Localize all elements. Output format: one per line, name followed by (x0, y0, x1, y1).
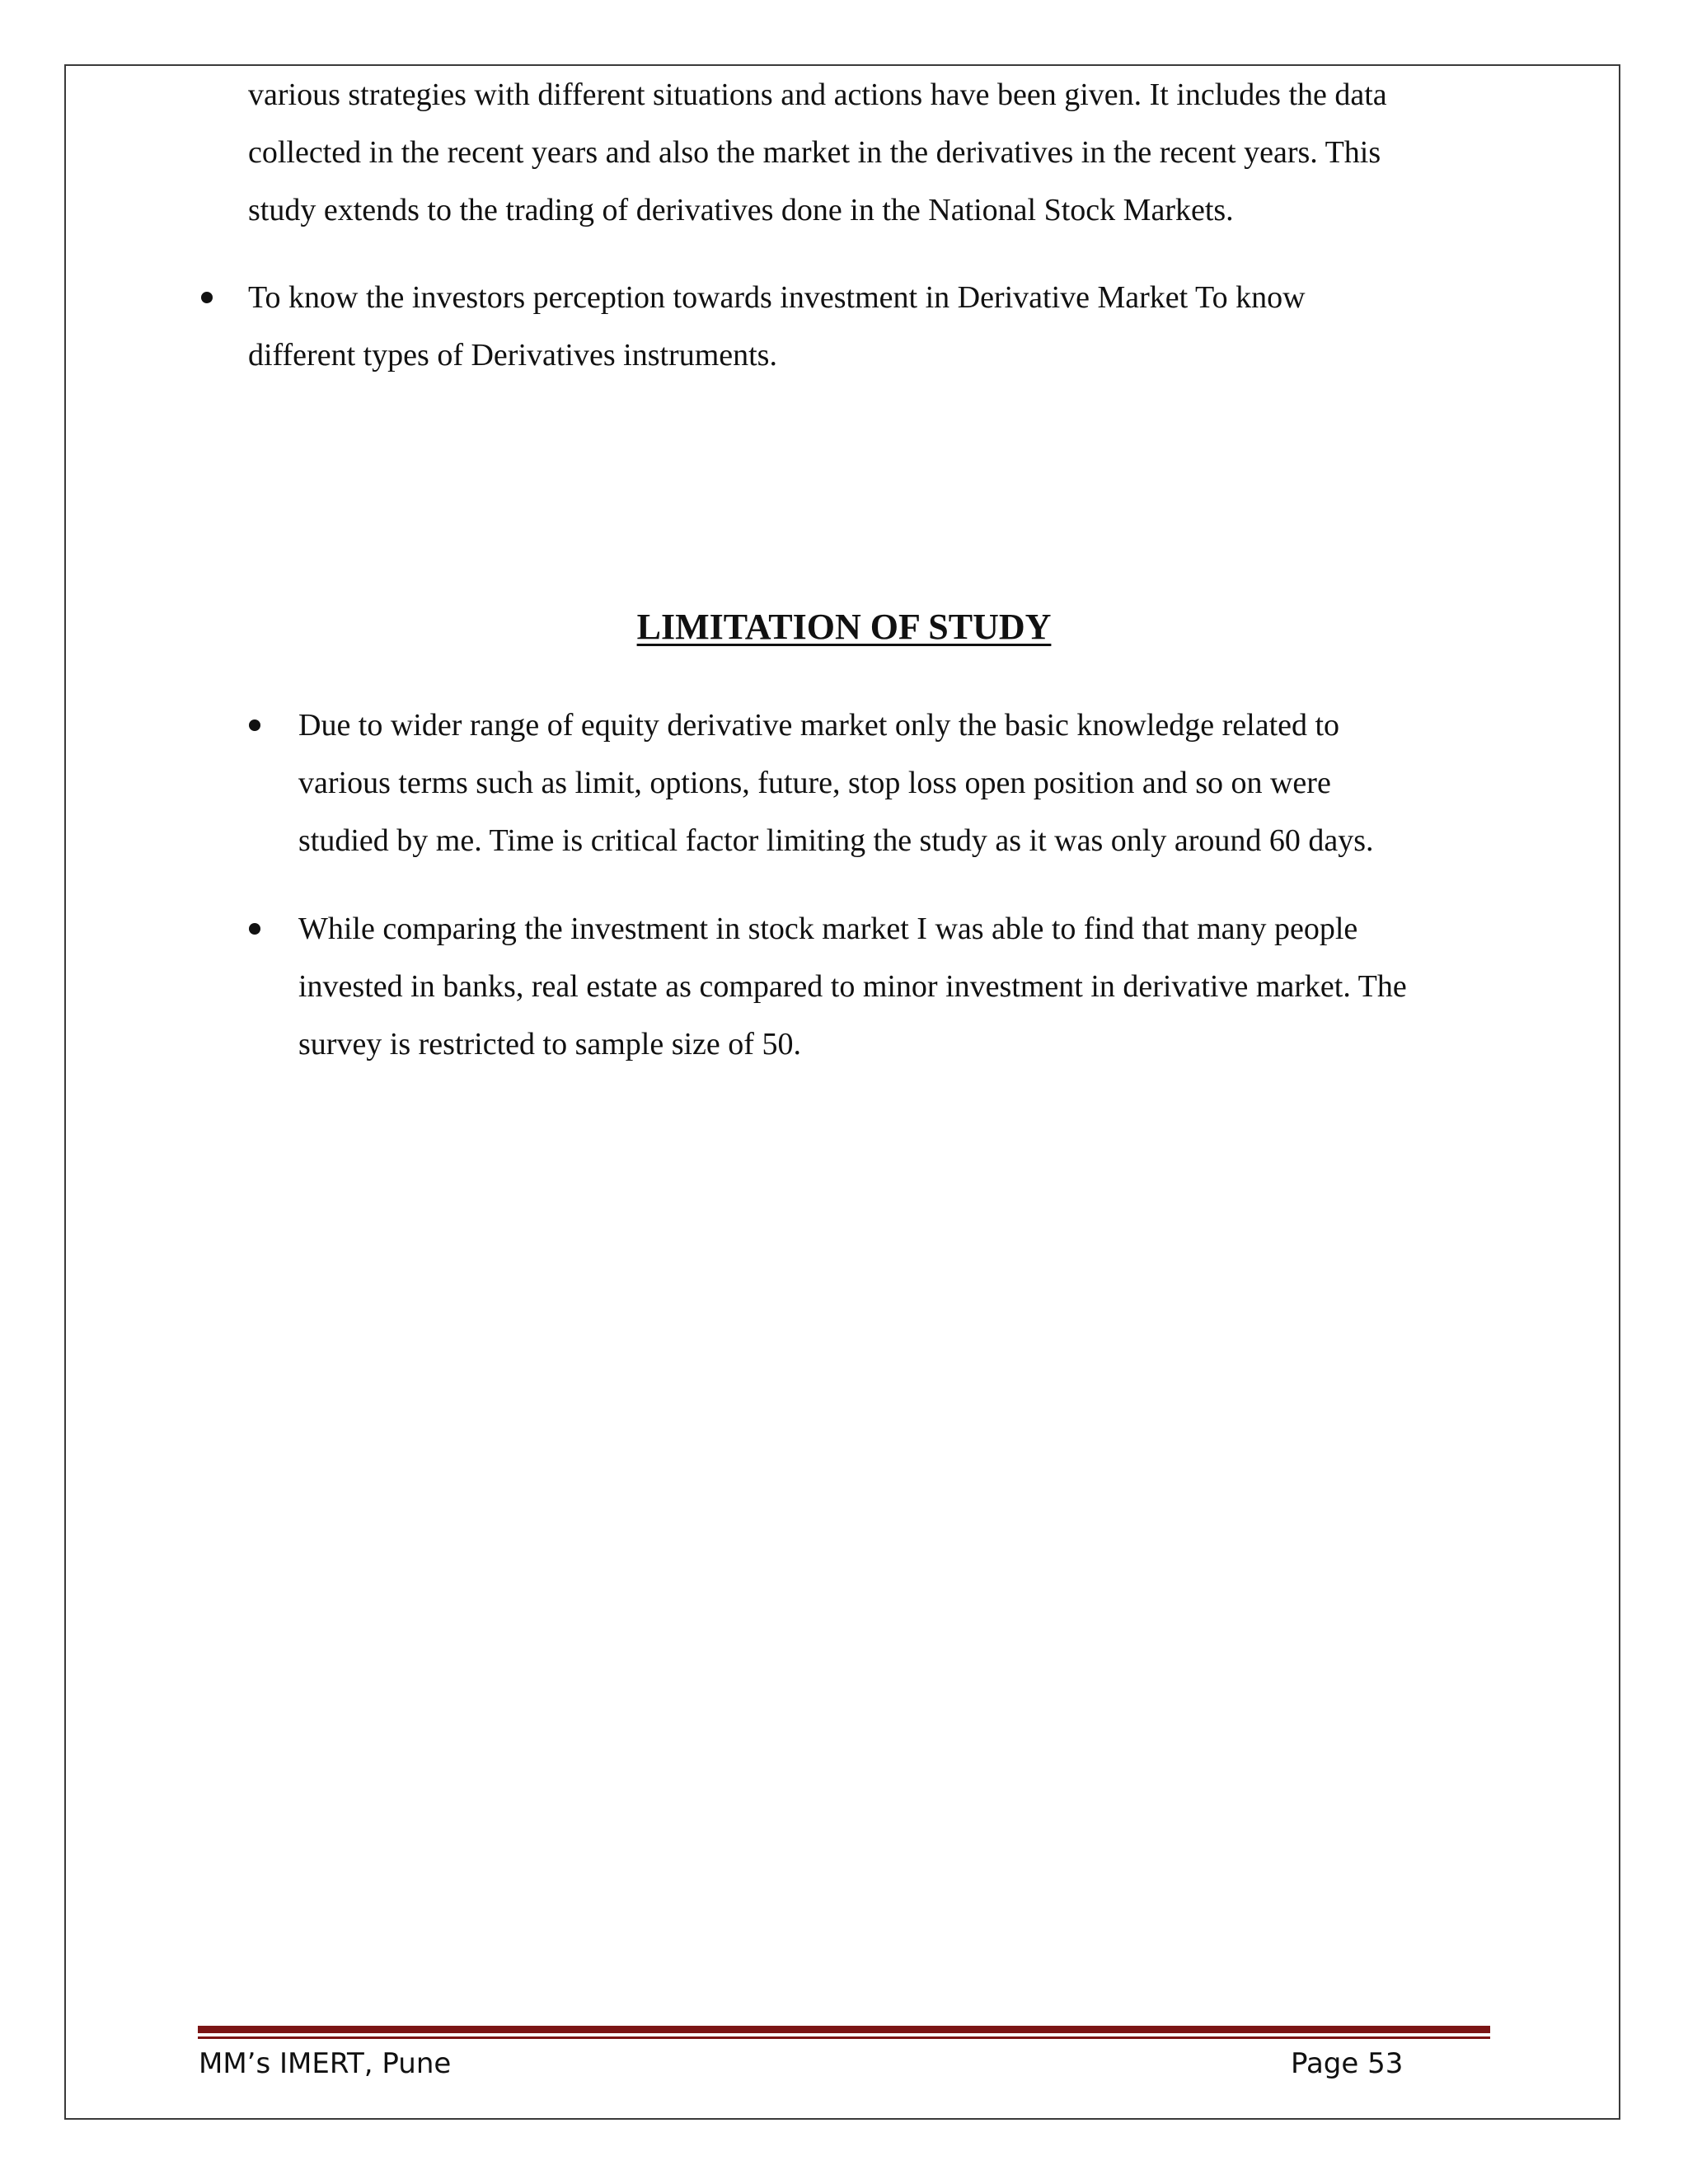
intro-line: various strategies with different situations and actions have been given. It includes the data (248, 77, 1387, 112)
section-heading: LIMITATION OF STUDY (636, 607, 1052, 647)
bullet-icon (249, 719, 260, 731)
limitation-bullet (298, 696, 1374, 869)
objective-bullet-text (248, 269, 1306, 384)
intro-paragraph (248, 66, 1387, 239)
objective-line: To know the investors perception towards investment in Derivative Market To know (248, 280, 1306, 315)
limitation-line: survey is restricted to sample size of 50. (298, 1027, 801, 1062)
limitation-line: studied by me. Time is critical factor limiting the study as it was only around 60 days. (298, 823, 1374, 858)
bullet-icon (249, 923, 260, 935)
limitation-bullet (298, 900, 1407, 1073)
intro-line: study extends to the trading of derivatives done in the National Stock Markets. (248, 193, 1234, 227)
limitation-line: While comparing the investment in stock market I was able to find that many people (298, 912, 1358, 946)
footer-rule (198, 2026, 1490, 2033)
limitation-line: various terms such as limit, options, future, stop loss open position and so on were (298, 766, 1331, 800)
bullet-icon (201, 292, 213, 303)
footer-institution: MM’s IMERT, Pune (199, 2047, 452, 2080)
objective-line: different types of Derivatives instruments. (248, 338, 777, 373)
limitation-line: Due to wider range of equity derivative market only the basic knowledge related to (298, 708, 1340, 743)
intro-line: collected in the recent years and also the market in the derivatives in the recent years. This (248, 135, 1381, 170)
footer-rule (198, 2036, 1490, 2039)
limitation-line: invested in banks, real estate as compared to minor investment in derivative market. The (298, 969, 1407, 1004)
footer-page-number: Page 53 (1291, 2047, 1404, 2080)
